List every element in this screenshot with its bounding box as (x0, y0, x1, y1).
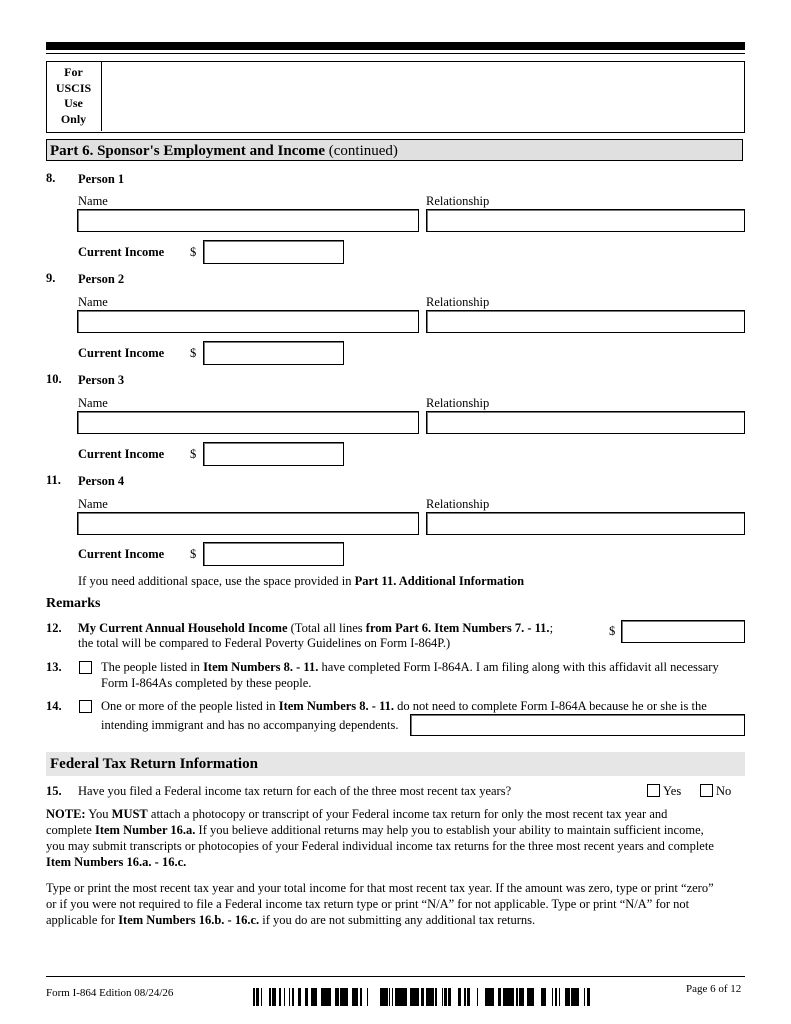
instructions-line-2: or if you were not required to file a Federal income tax return type or print “N/A” for not applicable. Type or print “N/A” for not (46, 897, 690, 911)
person-3-income-input[interactable] (203, 442, 344, 466)
person-3-relationship-label: Relationship (426, 396, 490, 410)
item-number-14: 14. (46, 699, 62, 713)
top-rule-thin (46, 53, 745, 54)
person-3-name-label: Name (78, 396, 108, 410)
barcode-image (253, 988, 593, 1006)
person-3-relationship-input[interactable] (426, 411, 745, 434)
person-2-relationship-label: Relationship (426, 295, 490, 309)
person-4-income-label: Current Income (78, 547, 165, 561)
item-15-question: Have you filed a Federal income tax return for each of the three most recent tax years? (78, 784, 512, 798)
person-2-income-input[interactable] (203, 341, 344, 365)
note-line-2: complete Item Number 16.a. If you believe additional returns may help you to establish your ability to maintain sufficient income, (46, 823, 704, 837)
part-11-reference: Part 11. Additional Information (354, 574, 525, 588)
note-line-3: you may submit transcripts or photocopies of your Federal individual income tax returns for the three most recent years and complete (46, 839, 714, 853)
item-15-no-checkbox[interactable] (700, 784, 713, 797)
remarks-heading: Remarks (46, 596, 101, 611)
item-14-names-input[interactable] (410, 714, 745, 736)
household-income-input[interactable] (621, 620, 745, 643)
item-12-text-line2: the total will be compared to Federal Poverty Guidelines on Form I-864P.) (78, 636, 451, 650)
item-number-8: 8. (46, 171, 56, 185)
person-2-income-label: Current Income (78, 346, 165, 360)
person-4-name-label: Name (78, 497, 108, 511)
person-1-title: Person 1 (78, 172, 125, 186)
person-1-income-input[interactable] (203, 240, 344, 264)
footer-page-number: Page 6 of 12 (686, 983, 742, 995)
person-2-name-input[interactable] (77, 310, 419, 333)
note-line-4: Item Numbers 16.a. - 16.c. (46, 855, 187, 869)
footer-form-edition: Form I-864 Edition 08/24/26 (46, 987, 174, 999)
person-2-relationship-input[interactable] (426, 310, 745, 333)
person-1-relationship-input[interactable] (426, 209, 745, 232)
person-3-name-input[interactable] (77, 411, 419, 434)
item-number-9: 9. (46, 271, 56, 285)
person-3-income-label: Current Income (78, 447, 165, 461)
dollar-sign: $ (190, 547, 197, 561)
item-number-10: 10. (46, 372, 62, 386)
uscis-use-label: For USCIS Use Only (46, 61, 102, 131)
item-number-15: 15. (46, 784, 62, 798)
federal-tax-header: Federal Tax Return Information (46, 752, 745, 776)
item-number-12: 12. (46, 621, 62, 635)
dollar-sign: $ (190, 447, 197, 461)
uscis-use-box (46, 61, 745, 133)
dollar-sign: $ (609, 624, 616, 638)
instructions-line-3: applicable for Item Numbers 16.b. - 16.c. if you do are not submitting any additional tax returns. (46, 913, 536, 927)
person-1-relationship-label: Relationship (426, 194, 490, 208)
person-1-name-input[interactable] (77, 209, 419, 232)
item-13-text-line2: Form I-864As completed by these people. (101, 676, 312, 690)
person-4-title: Person 4 (78, 474, 125, 488)
additional-space-note: If you need additional space, use the space provided in Part 11. Additional Information (78, 574, 525, 588)
instructions-line-1: Type or print the most recent tax year and your total income for that most recent tax year. If the amount was zero, type or print “zero” (46, 881, 714, 895)
item-12-text: My Current Annual Household Income (Total all lines from Part 6. Item Numbers 7. - 11.; (78, 621, 554, 635)
item-number-13: 13. (46, 660, 62, 674)
note-line-1: NOTE: You MUST attach a photocopy or transcript of your Federal income tax return for only the most recent tax year and (46, 807, 668, 821)
item-13-text: The people listed in Item Numbers 8. - 11. have completed Form I-864A. I am filing along with this affidavit all necessary (101, 660, 719, 674)
person-4-relationship-input[interactable] (426, 512, 745, 535)
item-15-yes-checkbox[interactable] (647, 784, 660, 797)
person-4-income-input[interactable] (203, 542, 344, 566)
person-2-title: Person 2 (78, 272, 125, 286)
item-14-checkbox[interactable] (79, 700, 92, 713)
item-15-no-label: No (716, 784, 732, 798)
item-number-11: 11. (46, 473, 61, 487)
part-title: Part 6. Sponsor's Employment and Income (50, 143, 326, 159)
person-1-income-label: Current Income (78, 245, 165, 259)
item-14-text-line2: intending immigrant and has no accompanying dependents. (101, 718, 399, 732)
footer-rule (46, 976, 745, 977)
person-4-name-input[interactable] (77, 512, 419, 535)
item-15-yes-label: Yes (663, 784, 682, 798)
person-3-title: Person 3 (78, 373, 125, 387)
item-14-text: One or more of the people listed in Item Numbers 8. - 11. do not need to complete Form I-864A because he or she is the (101, 699, 707, 713)
person-1-name-label: Name (78, 194, 108, 208)
person-2-name-label: Name (78, 295, 108, 309)
part-6-header (46, 139, 743, 161)
top-rule (46, 42, 745, 50)
dollar-sign: $ (190, 346, 197, 360)
note-label: NOTE: (46, 807, 86, 821)
person-4-relationship-label: Relationship (426, 497, 490, 511)
item-13-checkbox[interactable] (79, 661, 92, 674)
dollar-sign: $ (190, 245, 197, 259)
part-suffix: (continued) (328, 143, 398, 159)
